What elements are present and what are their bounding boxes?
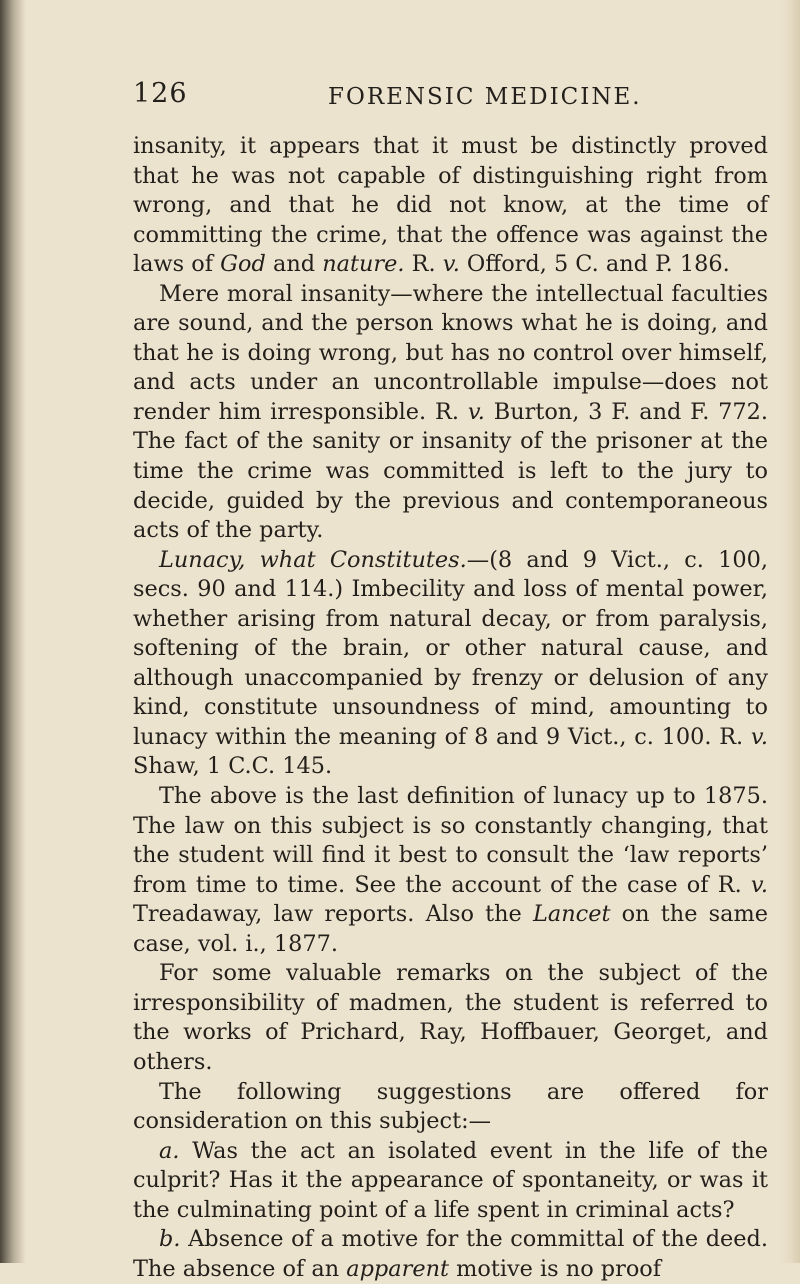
running-head: FORENSIC MEDICINE. — [328, 84, 642, 110]
page-number: 126 — [133, 78, 188, 109]
paragraph — [133, 1225, 768, 1284]
text-run: Treadaway, law reports. Also the — [133, 901, 534, 928]
text-run: For some valuable remarks on the subject of the irresponsibility of madmen, the student is referred to the works of Prichard, Ray, Hoffbauer, Georget, and others. — [133, 960, 768, 1075]
text-run: Mere moral insanity—where the intellectual faculties are sound, and the person knows what he is doing, and that he is doing wrong, but has no control over himself, and acts under an uncontrollable impulse—does not render him irresponsible. R. — [133, 280, 768, 425]
italic-text: Lancet — [533, 901, 611, 928]
text-run: Offord, 5 C. and P. 186. — [459, 251, 730, 278]
page-header — [133, 78, 768, 118]
italic-text: apparent — [346, 1255, 449, 1282]
italic-text: v. — [467, 398, 485, 425]
text-run: Shaw, 1 C.C. 145. — [133, 753, 333, 780]
body-text — [133, 132, 768, 1284]
text-run: Was the act an isolated event in the life of the culprit? Has it the appearance of spontaneity, or was it the culminating point of a life spent in criminal acts? — [133, 1137, 768, 1223]
text-run: insanity, it appears that it must be distinctly proved that he was not capable of distinguishing right from wrong, and that he did not know, at the time of committing the crime, that the offence was against the laws of — [133, 133, 768, 278]
text-run: Burton, 3 F. and F. 772. The fact of the sanity or insanity of the prisoner at the time the crime was committed is left to the jury to decide, guided by the previous and contemporaneous acts of the party. — [133, 398, 768, 544]
text-run: and — [265, 251, 323, 278]
paragraph — [133, 1137, 768, 1226]
italic-text: Lunacy, what Constitutes. — [159, 546, 467, 573]
paragraph — [133, 280, 768, 546]
page-edge — [778, 0, 800, 1263]
text-run: The following suggestions are offered for consideration on this subject:— — [133, 1078, 768, 1135]
book-spine-shadow — [0, 0, 26, 1263]
italic-text: b. — [159, 1226, 181, 1253]
text-run: The above is the last definition of lunacy up to 1875. The law on this subject is so constantly changing, that the student will find it best to consult the ‘law reports’ from time to time. See the account of the case of R. — [133, 783, 768, 898]
italic-text: God — [220, 251, 266, 278]
paragraph — [133, 132, 768, 280]
book-page — [133, 78, 768, 1284]
paragraph — [133, 546, 768, 782]
italic-text: a. — [159, 1137, 180, 1164]
text-run: —(8 and 9 Vict., c. 100, secs. 90 and 114.) Imbecility and loss of mental power, whether arising from natural decay, or from paralysis, softening of the brain, or other natural cause, and although unaccompanied by frenzy or delusion of any kind, constitute unsoundness of mind, amounting to lunacy within the meaning of 8 and 9 Vict., c. 100. R. — [133, 546, 769, 750]
text-run: on the same case, vol. i., 1877. — [133, 901, 768, 957]
italic-text: v. — [442, 251, 460, 278]
text-run: Absence of a motive for the committal of the deed. The absence of an — [133, 1226, 768, 1282]
paragraph — [133, 782, 768, 959]
italic-text: nature. — [322, 251, 405, 278]
text-run: R. — [404, 251, 443, 278]
paragraph — [133, 959, 768, 1077]
text-run: motive is no proof — [449, 1255, 662, 1282]
italic-text: v. — [750, 871, 768, 898]
paragraph — [133, 1078, 768, 1137]
italic-text: v. — [750, 723, 768, 750]
